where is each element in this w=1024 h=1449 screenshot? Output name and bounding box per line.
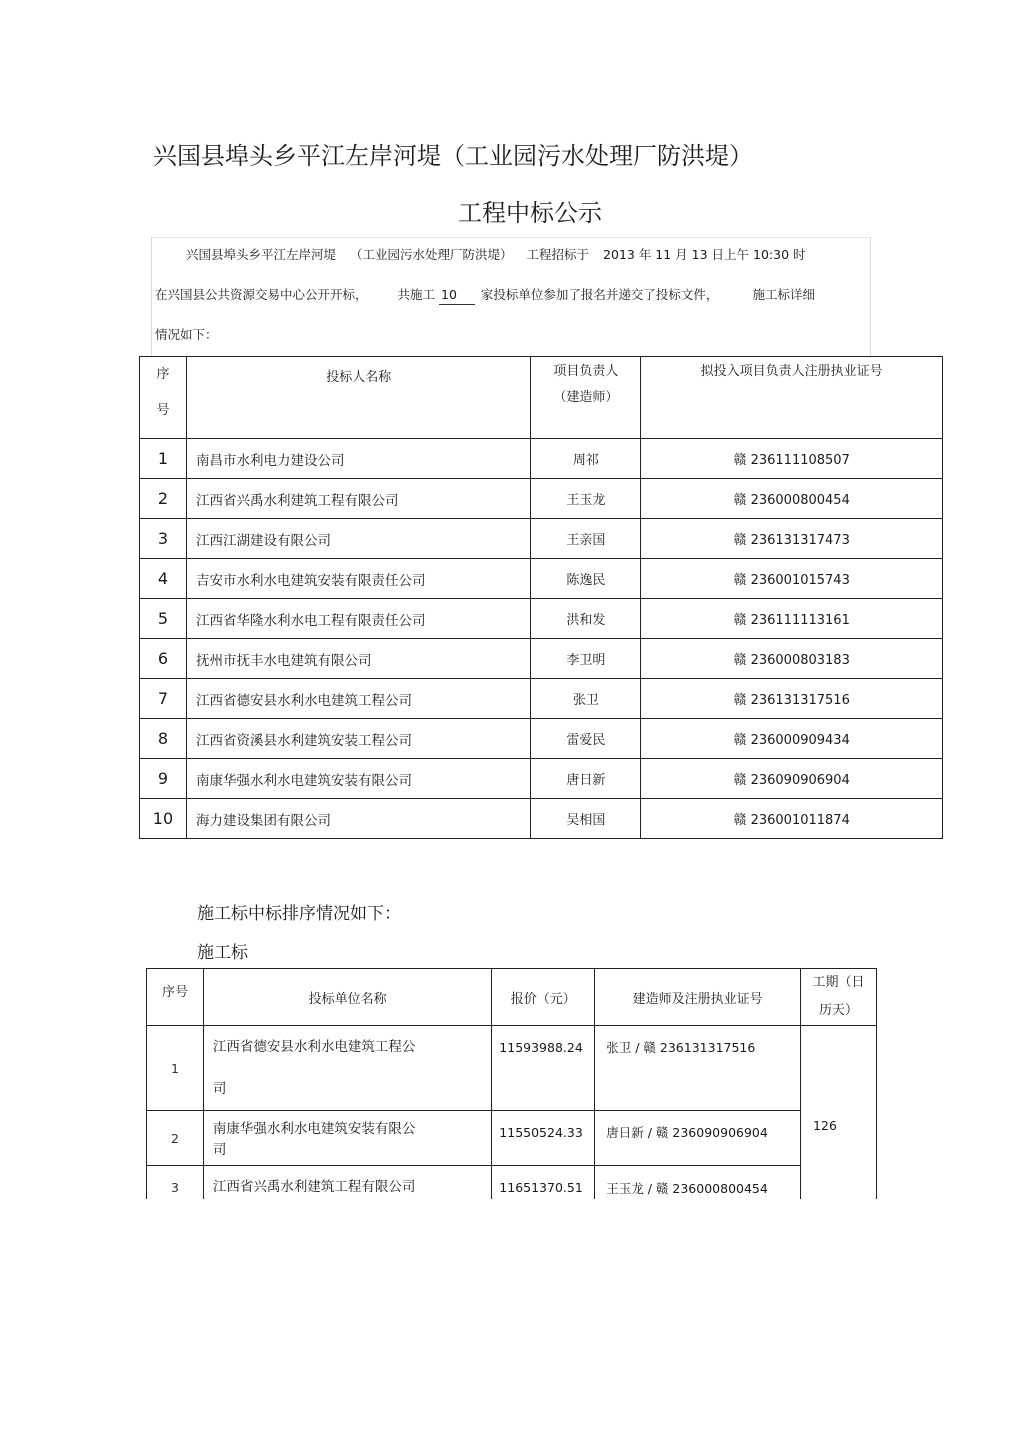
table-header-row	[147, 969, 877, 1026]
rank-builder: 唐日新 / 赣 236090906904	[595, 1111, 801, 1166]
rank-builder: 王玉龙 / 赣 236000800454	[595, 1166, 801, 1226]
bidder-manager: 雷爱民	[531, 719, 641, 759]
table-row	[140, 639, 943, 679]
bidder-name: 吉安市水利水电建筑安装有限责任公司	[186, 559, 530, 599]
bidder-manager: 唐日新	[531, 759, 641, 799]
table-row	[147, 1026, 877, 1111]
page-title: 兴国县埠头乡平江左岸河堤（工业园污水处理厂防洪堤）	[153, 142, 753, 170]
bidders-table	[139, 356, 943, 839]
bidder-license: 赣 236001011874	[641, 799, 943, 839]
rank-period: 126	[801, 1026, 877, 1226]
rank-name: 南康华强水利水电建筑安装有限公 司	[203, 1111, 491, 1166]
ranking-heading: 施工标中标排序情况如下：	[197, 904, 401, 924]
intro-text: 共施工	[397, 287, 436, 302]
rank-price: 11593988.24	[492, 1026, 595, 1111]
rank-name: 江西省德安县水利水电建筑工程公 司	[203, 1026, 491, 1111]
rank-builder: 张卫 / 赣 236131317516	[595, 1026, 801, 1111]
bidder-manager: 李卫明	[531, 639, 641, 679]
bidder-license: 赣 236111108507	[641, 439, 943, 479]
bidder-name: 抚州市抚丰水电建筑有限公司	[186, 639, 530, 679]
rank-price: 11651370.51	[492, 1166, 595, 1226]
table-row	[140, 479, 943, 519]
bidder-seq: 4	[140, 559, 187, 599]
bidder-manager: 张卫	[531, 679, 641, 719]
bidder-seq: 9	[140, 759, 187, 799]
rank-price: 11550524.33	[492, 1111, 595, 1166]
bidder-name: 江西江湖建设有限公司	[186, 519, 530, 559]
bidder-manager: 陈逸民	[531, 559, 641, 599]
rank-seq: 3	[147, 1166, 204, 1226]
bidder-name: 南昌市水利电力建设公司	[186, 439, 530, 479]
bidder-manager: 洪和发	[531, 599, 641, 639]
bidder-manager: 王亲国	[531, 519, 641, 559]
header-seq: 序 号	[140, 357, 187, 439]
intro-text: 工程招标于	[526, 247, 590, 262]
ranking-table	[146, 968, 877, 1226]
bidder-seq: 1	[140, 439, 187, 479]
intro-text: （工业园污水处理厂防洪堤）	[350, 247, 513, 262]
bidder-license: 赣 236000800454	[641, 479, 943, 519]
bidder-seq: 2	[140, 479, 187, 519]
page-cut	[140, 1199, 900, 1259]
bidder-seq: 8	[140, 719, 187, 759]
bidder-name: 江西省资溪县水利建筑安装工程公司	[186, 719, 530, 759]
table-row	[140, 759, 943, 799]
bidder-license: 赣 236090906904	[641, 759, 943, 799]
intro-text: 在兴国县公共资源交易中心公开开标，	[155, 287, 368, 302]
rank-seq: 2	[147, 1111, 204, 1166]
bidder-seq: 6	[140, 639, 187, 679]
table-row	[140, 519, 943, 559]
header-seq: 序号	[147, 969, 204, 1026]
header-price: 报价（元）	[492, 969, 595, 1026]
bidder-license: 赣 236131317473	[641, 519, 943, 559]
bidder-license: 赣 236000803183	[641, 639, 943, 679]
bidder-name: 南康华强水利水电建筑安装有限公司	[186, 759, 530, 799]
table-header-row	[140, 357, 943, 439]
bidder-name: 江西省德安县水利水电建筑工程公司	[186, 679, 530, 719]
table-row	[140, 439, 943, 479]
rank-name: 江西省兴禹水利建筑工程有限公司	[203, 1166, 491, 1226]
table-row	[140, 719, 943, 759]
intro-text: 施工标详细	[752, 287, 815, 302]
intro-line-3: 情况如下：	[155, 327, 218, 342]
header-license: 拟投入项目负责人注册执业证号	[641, 357, 943, 439]
bidder-seq: 5	[140, 599, 187, 639]
ranking-subheading: 施工标	[197, 943, 248, 963]
bidder-manager: 周祁	[531, 439, 641, 479]
intro-text: 家投标单位参加了报名并递交了投标文件，	[480, 287, 719, 302]
header-name: 投标单位名称	[203, 969, 491, 1026]
bidder-license: 赣 236111113161	[641, 599, 943, 639]
bidder-name: 海力建设集团有限公司	[186, 799, 530, 839]
bidder-count: 10	[439, 287, 475, 305]
bidder-license: 赣 236000909434	[641, 719, 943, 759]
bidder-name: 江西省华隆水利水电工程有限责任公司	[186, 599, 530, 639]
intro-line-1	[186, 245, 806, 263]
page-subtitle: 工程中标公示	[458, 199, 602, 227]
table-row	[140, 679, 943, 719]
bidder-manager: 吴相国	[531, 799, 641, 839]
bidder-seq: 10	[140, 799, 187, 839]
table-row	[140, 799, 943, 839]
bidder-license: 赣 236001015743	[641, 559, 943, 599]
table-row	[140, 599, 943, 639]
intro-line-2	[155, 285, 815, 305]
bidder-license: 赣 236131317516	[641, 679, 943, 719]
table-row	[147, 1111, 877, 1166]
header-period: 工期（日 历天）	[801, 969, 877, 1026]
table-row	[140, 559, 943, 599]
intro-text: 兴国县埠头乡平江左岸河堤	[186, 247, 337, 262]
bidder-name: 江西省兴禹水利建筑工程有限公司	[186, 479, 530, 519]
header-builder: 建造师及注册执业证号	[595, 969, 801, 1026]
bidder-manager: 王玉龙	[531, 479, 641, 519]
header-manager: 项目负责人 （建造师）	[531, 357, 641, 439]
intro-date: 2013 年 11 月 13 日上午 10:30 时	[603, 247, 806, 262]
bidder-seq: 3	[140, 519, 187, 559]
rank-seq: 1	[147, 1026, 204, 1111]
bidder-seq: 7	[140, 679, 187, 719]
header-name: 投标人名称	[186, 357, 530, 439]
